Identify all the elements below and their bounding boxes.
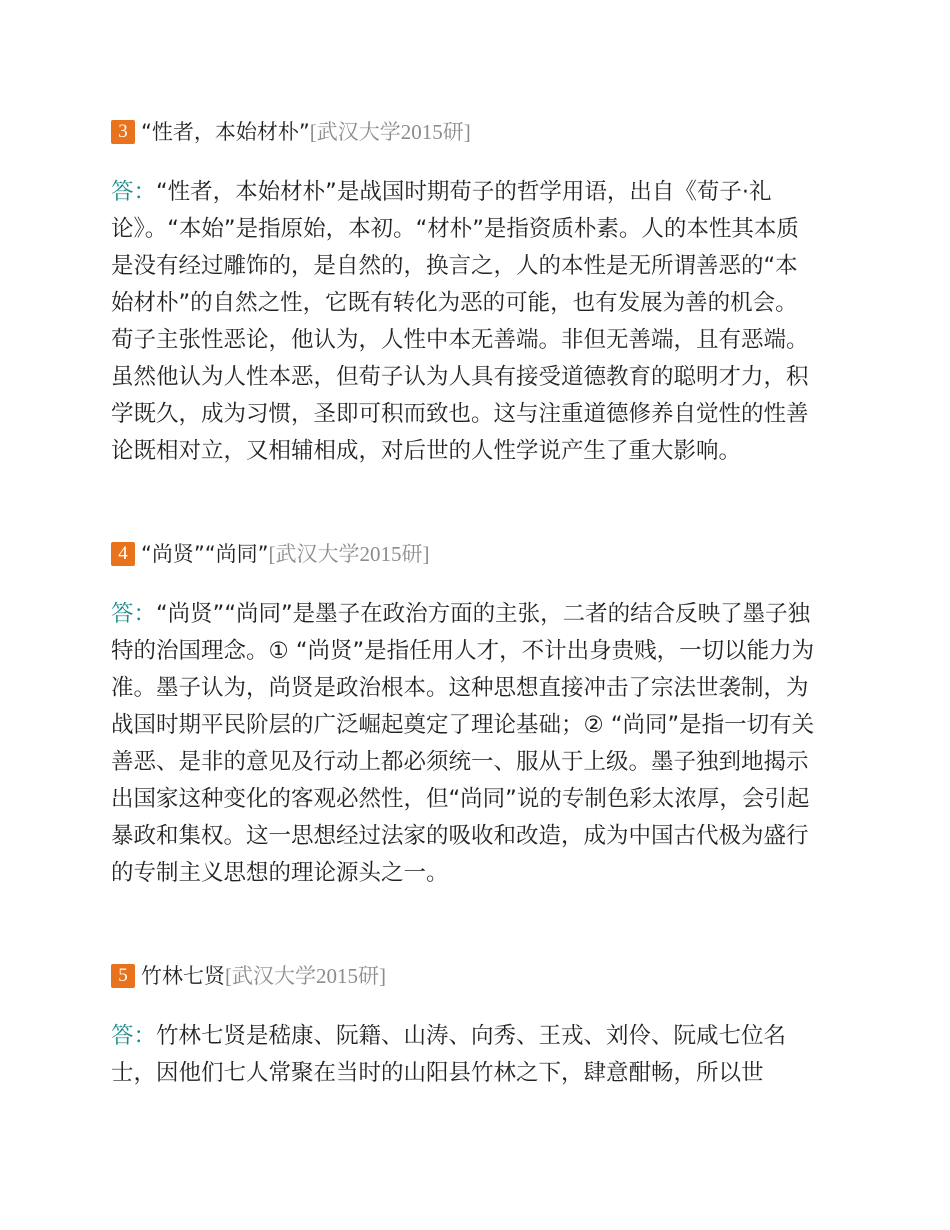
answer-text: 竹林七贤是嵇康、阮籍、山涛、向秀、王戎、刘伶、阮咸七位名 <box>156 1023 787 1049</box>
question-entry-4 <box>111 539 841 892</box>
answer-line: 特的治国理念。① “尚贤”是指任用人才，不计出身贵贱，一切以能力为 <box>111 638 815 664</box>
answer-label: 答： <box>111 1023 157 1049</box>
answer-label: 答： <box>111 179 157 205</box>
question-heading <box>111 961 841 991</box>
answer-line: 暴政和集权。这一思想经过法家的吸收和改造，成为中国古代极为盛行 <box>111 823 809 849</box>
answer-line: 虽然他认为人性本恶，但荀子认为人具有接受道德教育的聪明才力，积 <box>111 364 809 390</box>
answer-line: 准。墨子认为，尚贤是政治根本。这种思想直接冲击了宗法世袭制，为 <box>111 675 809 701</box>
answer-line <box>111 174 841 211</box>
answer-line <box>111 596 841 633</box>
answer-line: 善恶、是非的意见及行动上都必须统一、服从于上级。墨子独到地揭示 <box>111 749 809 775</box>
answer-line: 出国家这种变化的客观必然性，但“尚同”说的专制色彩太浓厚，会引起 <box>111 786 810 812</box>
question-title: 竹林七贤 <box>141 964 225 988</box>
answer-line: 战国时期平民阶层的广泛崛起奠定了理论基础；② “尚同”是指一切有关 <box>111 712 815 738</box>
answer-line: 始材朴”的自然之性，它既有转化为恶的可能，也有发展为善的机会。 <box>111 290 798 316</box>
question-source: [武汉大学2015研] <box>309 120 471 144</box>
question-entry-3 <box>111 117 841 470</box>
answer-paragraph <box>111 174 841 470</box>
answer-text: “尚贤”“尚同”是墨子在政治方面的主张，二者的结合反映了墨子独 <box>156 601 811 627</box>
question-source: [武汉大学2015研] <box>225 964 386 988</box>
answer-label: 答： <box>111 601 157 627</box>
answer-paragraph <box>111 1018 841 1092</box>
question-number-badge: 3 <box>111 120 135 144</box>
question-entry-5 <box>111 961 841 1092</box>
question-title: “性者，本始材朴” <box>141 120 310 144</box>
answer-line: 论既相对立，又相辅相成，对后世的人性学说产生了重大影响。 <box>111 438 742 464</box>
answer-line: 荀子主张性恶论，他认为，人性中本无善端。非但无善端，且有恶端。 <box>111 327 809 353</box>
question-heading <box>111 539 841 569</box>
answer-line: 论》。“本始”是指原始，本初。“材朴”是指资质朴素。人的本性其本质 <box>111 216 799 242</box>
question-source: [武汉大学2015研] <box>268 542 430 566</box>
answer-line <box>111 1018 841 1055</box>
answer-line: 是没有经过雕饰的，是自然的，换言之，人的本性是无所谓善恶的“本 <box>111 253 798 279</box>
answer-line: 的专制主义思想的理论源头之一。 <box>111 860 449 886</box>
question-number-badge: 4 <box>111 542 135 566</box>
answer-text: “性者，本始材朴”是战国时期荀子的哲学用语，出自《荀子·礼 <box>156 179 772 205</box>
question-number-badge: 5 <box>111 964 135 988</box>
answer-line: 学既久，成为习惯，圣即可积而致也。这与注重道德修养自觉性的性善 <box>111 401 809 427</box>
answer-line: 士，因他们七人常聚在当时的山阳县竹林之下，肆意酣畅，所以世 <box>111 1060 764 1086</box>
answer-paragraph <box>111 596 841 892</box>
question-heading <box>111 117 841 147</box>
question-title: “尚贤”“尚同” <box>141 542 269 566</box>
